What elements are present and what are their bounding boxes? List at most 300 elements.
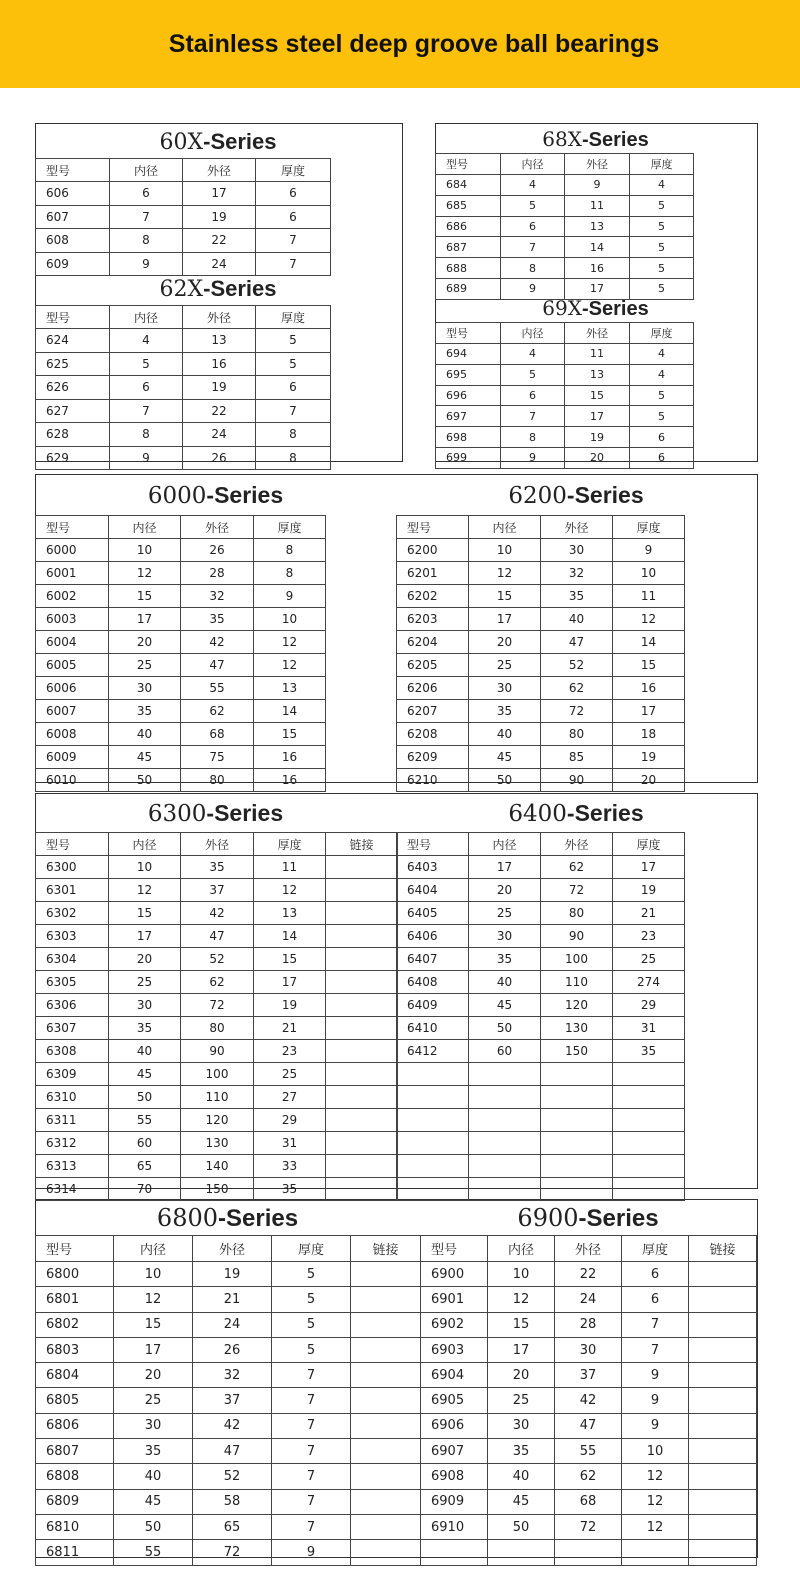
model-cell: 6802: [36, 1312, 114, 1337]
link-cell: [326, 948, 398, 971]
model-cell: 6307: [36, 1017, 109, 1040]
table-row: [36, 1287, 421, 1312]
table-row: [397, 769, 685, 792]
thickness-cell: 35: [613, 1040, 685, 1063]
empty-cell: [541, 1086, 613, 1109]
model-cell: 6403: [397, 856, 469, 879]
link-cell: [326, 1132, 398, 1155]
thickness-header: 厚度: [613, 833, 685, 856]
thickness-cell: 23: [254, 1040, 326, 1063]
outer-diameter-cell: 28: [555, 1312, 622, 1337]
outer-diameter-header: 外径: [181, 516, 254, 539]
thickness-cell: 10: [613, 562, 685, 585]
inner-diameter-cell: 7: [501, 406, 565, 427]
link-header: 链接: [351, 1236, 421, 1262]
thickness-cell: 8: [254, 562, 326, 585]
link-cell: [689, 1413, 757, 1438]
model-cell: 6900: [421, 1262, 488, 1287]
model-cell: 6302: [36, 902, 109, 925]
table-header-row: [397, 833, 685, 856]
table-row: [36, 329, 331, 353]
outer-diameter-cell: 150: [181, 1178, 254, 1201]
link-cell: [326, 856, 398, 879]
inner-diameter-cell: 20: [469, 879, 541, 902]
link-cell: [351, 1540, 421, 1565]
thickness-header: 厚度: [256, 306, 331, 329]
empty-cell: [469, 1178, 541, 1201]
model-cell: 626: [36, 376, 110, 400]
inner-diameter-cell: 8: [501, 427, 565, 448]
model-cell: 6300: [36, 856, 109, 879]
model-cell: 6408: [397, 971, 469, 994]
series-6900-section: [420, 1199, 756, 1566]
inner-diameter-cell: 20: [114, 1363, 193, 1388]
inner-diameter-header: 内径: [501, 154, 565, 175]
table-row: [36, 1155, 398, 1178]
model-cell: 684: [436, 175, 501, 196]
outer-diameter-cell: 40: [541, 608, 613, 631]
outer-diameter-cell: 15: [565, 385, 630, 406]
model-cell: 6305: [36, 971, 109, 994]
thickness-cell: 4: [630, 175, 694, 196]
model-cell: 6312: [36, 1132, 109, 1155]
outer-diameter-cell: 22: [183, 229, 256, 253]
thickness-cell: 9: [622, 1413, 689, 1438]
table-row: [36, 1178, 398, 1201]
model-cell: 6904: [421, 1363, 488, 1388]
model-cell: 6009: [36, 746, 109, 769]
outer-diameter-cell: 65: [193, 1514, 272, 1539]
model-cell: 689: [436, 278, 501, 299]
inner-diameter-cell: 12: [109, 879, 181, 902]
inner-diameter-cell: 9: [501, 278, 565, 299]
outer-diameter-cell: 85: [541, 746, 613, 769]
outer-diameter-cell: 20: [565, 447, 630, 468]
outer-diameter-cell: 42: [181, 902, 254, 925]
inner-diameter-header: 内径: [469, 516, 541, 539]
inner-diameter-cell: 15: [488, 1312, 555, 1337]
inner-diameter-cell: 45: [488, 1489, 555, 1514]
model-cell: 6308: [36, 1040, 109, 1063]
table-row: [436, 237, 694, 258]
table-row: [436, 447, 694, 468]
model-cell: 6306: [36, 994, 109, 1017]
outer-diameter-cell: 13: [565, 364, 630, 385]
thickness-cell: 31: [613, 1017, 685, 1040]
inner-diameter-cell: 25: [469, 654, 541, 677]
thickness-cell: 11: [254, 856, 326, 879]
thickness-cell: 12: [254, 631, 326, 654]
inner-diameter-cell: 5: [110, 352, 183, 376]
table-row: [397, 746, 685, 769]
table-row: [36, 948, 398, 971]
outer-diameter-cell: 22: [183, 399, 256, 423]
series-6800-section: [35, 1199, 420, 1566]
inner-diameter-header: 内径: [110, 159, 183, 182]
inner-diameter-cell: 35: [469, 700, 541, 723]
series-6400-section: [396, 793, 756, 1201]
series-6300-section: [35, 793, 396, 1201]
inner-diameter-cell: 35: [109, 1017, 181, 1040]
link-cell: [689, 1489, 757, 1514]
table-row: [397, 1017, 685, 1040]
empty-cell: [397, 1109, 469, 1132]
thickness-cell: 25: [613, 948, 685, 971]
model-cell: 695: [436, 364, 501, 385]
link-header: 链接: [689, 1236, 757, 1262]
inner-diameter-cell: 35: [488, 1439, 555, 1464]
series-code: 6000: [147, 483, 207, 509]
thickness-cell: 14: [254, 700, 326, 723]
table-row: [36, 1514, 421, 1539]
table-row: [36, 1413, 421, 1438]
table-row: [397, 994, 685, 1017]
model-cell: 6203: [397, 608, 469, 631]
page-title: Stainless steel deep groove ball bearings: [168, 29, 660, 58]
series-code: 69X: [542, 296, 582, 320]
model-header: 型号: [36, 516, 109, 539]
table-row: [36, 1464, 421, 1489]
outer-diameter-cell: 32: [541, 562, 613, 585]
outer-diameter-cell: 24: [555, 1287, 622, 1312]
table-row: [36, 677, 326, 700]
inner-diameter-cell: 6: [110, 376, 183, 400]
table-row: [421, 1413, 757, 1438]
empty-cell: [469, 1155, 541, 1178]
inner-diameter-cell: 30: [488, 1413, 555, 1438]
link-cell: [326, 879, 398, 902]
thickness-cell: 10: [622, 1439, 689, 1464]
inner-diameter-cell: 7: [501, 237, 565, 258]
outer-diameter-cell: 100: [181, 1063, 254, 1086]
table-header-row: [36, 1236, 421, 1262]
thickness-cell: 5: [630, 385, 694, 406]
thickness-cell: 29: [254, 1109, 326, 1132]
inner-diameter-cell: 55: [114, 1540, 193, 1565]
model-cell: 6201: [397, 562, 469, 585]
table-row: [436, 344, 694, 365]
thickness-cell: 9: [254, 585, 326, 608]
thickness-cell: 25: [254, 1063, 326, 1086]
link-header: 链接: [326, 833, 398, 856]
outer-diameter-cell: 42: [181, 631, 254, 654]
thickness-cell: 7: [256, 252, 331, 276]
outer-diameter-header: 外径: [555, 1236, 622, 1262]
header-banner: [0, 0, 800, 88]
outer-diameter-cell: 120: [181, 1109, 254, 1132]
table-row: [36, 1040, 398, 1063]
table-header-row: [421, 1236, 757, 1262]
inner-diameter-cell: 50: [469, 769, 541, 792]
inner-diameter-cell: 17: [469, 856, 541, 879]
thickness-cell: 4: [630, 364, 694, 385]
table-row: [397, 608, 685, 631]
model-cell: 6301: [36, 879, 109, 902]
outer-diameter-cell: 35: [541, 585, 613, 608]
series-code: 60X: [159, 130, 204, 155]
series-suffix: -Series: [578, 1205, 659, 1232]
link-cell: [351, 1388, 421, 1413]
outer-diameter-cell: 62: [555, 1464, 622, 1489]
thickness-cell: 6: [256, 205, 331, 229]
thickness-cell: 19: [613, 879, 685, 902]
model-cell: 6210: [397, 769, 469, 792]
model-cell: 694: [436, 344, 501, 365]
empty-cell: [397, 1063, 469, 1086]
table-row: [397, 677, 685, 700]
model-cell: 6908: [421, 1464, 488, 1489]
series-69x-section: [435, 292, 756, 469]
model-cell: 6804: [36, 1363, 114, 1388]
inner-diameter-cell: 10: [114, 1262, 193, 1287]
series-code: 6200: [508, 483, 567, 509]
model-header: 型号: [397, 833, 469, 856]
inner-diameter-cell: 8: [110, 229, 183, 253]
model-cell: 6200: [397, 539, 469, 562]
table-row: [36, 769, 326, 792]
outer-diameter-cell: 130: [541, 1017, 613, 1040]
table-row: [397, 925, 685, 948]
empty-cell: [555, 1540, 622, 1565]
link-cell: [689, 1287, 757, 1312]
inner-diameter-cell: 50: [469, 1017, 541, 1040]
model-cell: 6209: [397, 746, 469, 769]
inner-diameter-cell: 17: [109, 608, 181, 631]
inner-diameter-header: 内径: [501, 323, 565, 344]
table-row: [421, 1464, 757, 1489]
outer-diameter-cell: 120: [541, 994, 613, 1017]
thickness-cell: 16: [613, 677, 685, 700]
spec-table: [396, 515, 685, 792]
link-cell: [326, 1063, 398, 1086]
inner-diameter-cell: 9: [110, 446, 183, 470]
inner-diameter-cell: 40: [114, 1464, 193, 1489]
empty-cell: [421, 1540, 488, 1565]
model-cell: 627: [36, 399, 110, 423]
thickness-cell: 6: [622, 1262, 689, 1287]
spec-table: [35, 832, 398, 1201]
link-cell: [326, 994, 398, 1017]
thickness-cell: 4: [630, 344, 694, 365]
outer-diameter-cell: 72: [541, 879, 613, 902]
model-cell: 628: [36, 423, 110, 447]
outer-diameter-cell: 62: [541, 677, 613, 700]
table-row: [36, 1132, 398, 1155]
table-header-row: [36, 306, 331, 329]
thickness-cell: 7: [622, 1312, 689, 1337]
model-cell: 629: [36, 446, 110, 470]
inner-diameter-cell: 10: [488, 1262, 555, 1287]
table-row: [397, 631, 685, 654]
thickness-cell: 5: [630, 406, 694, 427]
outer-diameter-cell: 47: [181, 925, 254, 948]
thickness-header: 厚度: [254, 516, 326, 539]
outer-diameter-cell: 72: [555, 1514, 622, 1539]
table-row: [36, 856, 398, 879]
table-row: [421, 1388, 757, 1413]
outer-diameter-cell: 130: [181, 1132, 254, 1155]
table-row: [397, 1040, 685, 1063]
table-row: [36, 746, 326, 769]
table-row: [36, 229, 331, 253]
thickness-cell: 15: [254, 948, 326, 971]
empty-row: [421, 1540, 757, 1565]
link-cell: [689, 1312, 757, 1337]
empty-cell: [488, 1540, 555, 1565]
model-header: 型号: [36, 306, 110, 329]
outer-diameter-cell: 110: [181, 1086, 254, 1109]
inner-diameter-header: 内径: [109, 833, 181, 856]
thickness-cell: 8: [254, 539, 326, 562]
inner-diameter-cell: 9: [110, 252, 183, 276]
empty-cell: [469, 1132, 541, 1155]
thickness-cell: 15: [254, 723, 326, 746]
inner-diameter-cell: 50: [109, 1086, 181, 1109]
model-cell: 6003: [36, 608, 109, 631]
series-title: [35, 474, 396, 515]
inner-diameter-cell: 12: [488, 1287, 555, 1312]
model-cell: 6005: [36, 654, 109, 677]
series-code: 6300: [147, 801, 207, 827]
inner-diameter-cell: 30: [109, 677, 181, 700]
thickness-cell: 18: [613, 723, 685, 746]
outer-diameter-cell: 11: [565, 344, 630, 365]
table-row: [36, 182, 331, 206]
outer-diameter-cell: 150: [541, 1040, 613, 1063]
table-row: [36, 423, 331, 447]
thickness-cell: 12: [622, 1464, 689, 1489]
outer-diameter-cell: 35: [181, 856, 254, 879]
empty-cell: [541, 1109, 613, 1132]
inner-diameter-cell: 50: [109, 769, 181, 792]
thickness-cell: 13: [254, 677, 326, 700]
table-row: [397, 654, 685, 677]
outer-diameter-cell: 9: [565, 175, 630, 196]
outer-diameter-cell: 72: [193, 1540, 272, 1565]
thickness-cell: 8: [256, 446, 331, 470]
series-suffix: -Series: [566, 800, 644, 826]
empty-row: [397, 1063, 685, 1086]
thickness-cell: 19: [613, 746, 685, 769]
model-cell: 6907: [421, 1439, 488, 1464]
inner-diameter-cell: 25: [109, 654, 181, 677]
outer-diameter-cell: 80: [541, 902, 613, 925]
table-row: [36, 723, 326, 746]
spec-table: [35, 1235, 421, 1566]
inner-diameter-cell: 20: [109, 631, 181, 654]
spec-table: [35, 305, 331, 470]
inner-diameter-cell: 9: [501, 447, 565, 468]
outer-diameter-cell: 24: [193, 1312, 272, 1337]
inner-diameter-cell: 30: [114, 1413, 193, 1438]
inner-diameter-cell: 6: [501, 385, 565, 406]
table-row: [36, 700, 326, 723]
model-cell: 6803: [36, 1337, 114, 1362]
spec-table: [435, 153, 694, 300]
model-cell: 607: [36, 205, 110, 229]
outer-diameter-cell: 47: [181, 654, 254, 677]
inner-diameter-header: 内径: [488, 1236, 555, 1262]
model-cell: 6309: [36, 1063, 109, 1086]
table-row: [421, 1363, 757, 1388]
table-header-row: [36, 516, 326, 539]
outer-diameter-cell: 35: [181, 608, 254, 631]
table-row: [436, 216, 694, 237]
thickness-cell: 12: [254, 879, 326, 902]
thickness-cell: 20: [613, 769, 685, 792]
inner-diameter-cell: 70: [109, 1178, 181, 1201]
inner-diameter-cell: 4: [110, 329, 183, 353]
model-cell: 6901: [421, 1287, 488, 1312]
link-cell: [326, 1178, 398, 1201]
outer-diameter-cell: 52: [193, 1464, 272, 1489]
outer-diameter-cell: 47: [541, 631, 613, 654]
table-row: [397, 879, 685, 902]
link-cell: [326, 1017, 398, 1040]
outer-diameter-cell: 72: [541, 700, 613, 723]
thickness-cell: 17: [613, 856, 685, 879]
inner-diameter-cell: 60: [109, 1132, 181, 1155]
model-cell: 6204: [397, 631, 469, 654]
thickness-cell: 5: [272, 1262, 351, 1287]
outer-diameter-cell: 42: [193, 1413, 272, 1438]
model-cell: 625: [36, 352, 110, 376]
model-cell: 6311: [36, 1109, 109, 1132]
link-cell: [351, 1363, 421, 1388]
model-cell: 6007: [36, 700, 109, 723]
thickness-header: 厚度: [622, 1236, 689, 1262]
thickness-cell: 5: [630, 278, 694, 299]
outer-diameter-cell: 55: [181, 677, 254, 700]
inner-diameter-cell: 12: [469, 562, 541, 585]
thickness-cell: 9: [622, 1363, 689, 1388]
table-row: [436, 195, 694, 216]
outer-diameter-cell: 19: [193, 1262, 272, 1287]
table-row: [36, 1489, 421, 1514]
thickness-cell: 5: [630, 237, 694, 258]
inner-diameter-cell: 5: [501, 364, 565, 385]
table-row: [36, 608, 326, 631]
table-header-row: [436, 154, 694, 175]
outer-diameter-cell: 24: [183, 423, 256, 447]
thickness-cell: 6: [622, 1287, 689, 1312]
outer-diameter-cell: 75: [181, 746, 254, 769]
outer-diameter-cell: 90: [181, 1040, 254, 1063]
series-title: [435, 292, 756, 322]
empty-row: [397, 1178, 685, 1201]
series-6200-section: [396, 474, 756, 792]
series-code: 6900: [517, 1204, 579, 1232]
outer-diameter-cell: 19: [183, 376, 256, 400]
table-row: [421, 1337, 757, 1362]
table-row: [36, 539, 326, 562]
model-cell: 6409: [397, 994, 469, 1017]
thickness-cell: 33: [254, 1155, 326, 1178]
outer-diameter-cell: 16: [565, 258, 630, 279]
spec-table: [420, 1235, 757, 1566]
table-row: [36, 971, 398, 994]
outer-diameter-cell: 80: [181, 1017, 254, 1040]
table-row: [36, 585, 326, 608]
outer-diameter-cell: 11: [565, 195, 630, 216]
link-cell: [351, 1489, 421, 1514]
thickness-cell: 7: [272, 1489, 351, 1514]
table-header-row: [36, 159, 331, 182]
table-row: [36, 925, 398, 948]
inner-diameter-cell: 10: [109, 539, 181, 562]
thickness-cell: 35: [254, 1178, 326, 1201]
table-row: [397, 723, 685, 746]
